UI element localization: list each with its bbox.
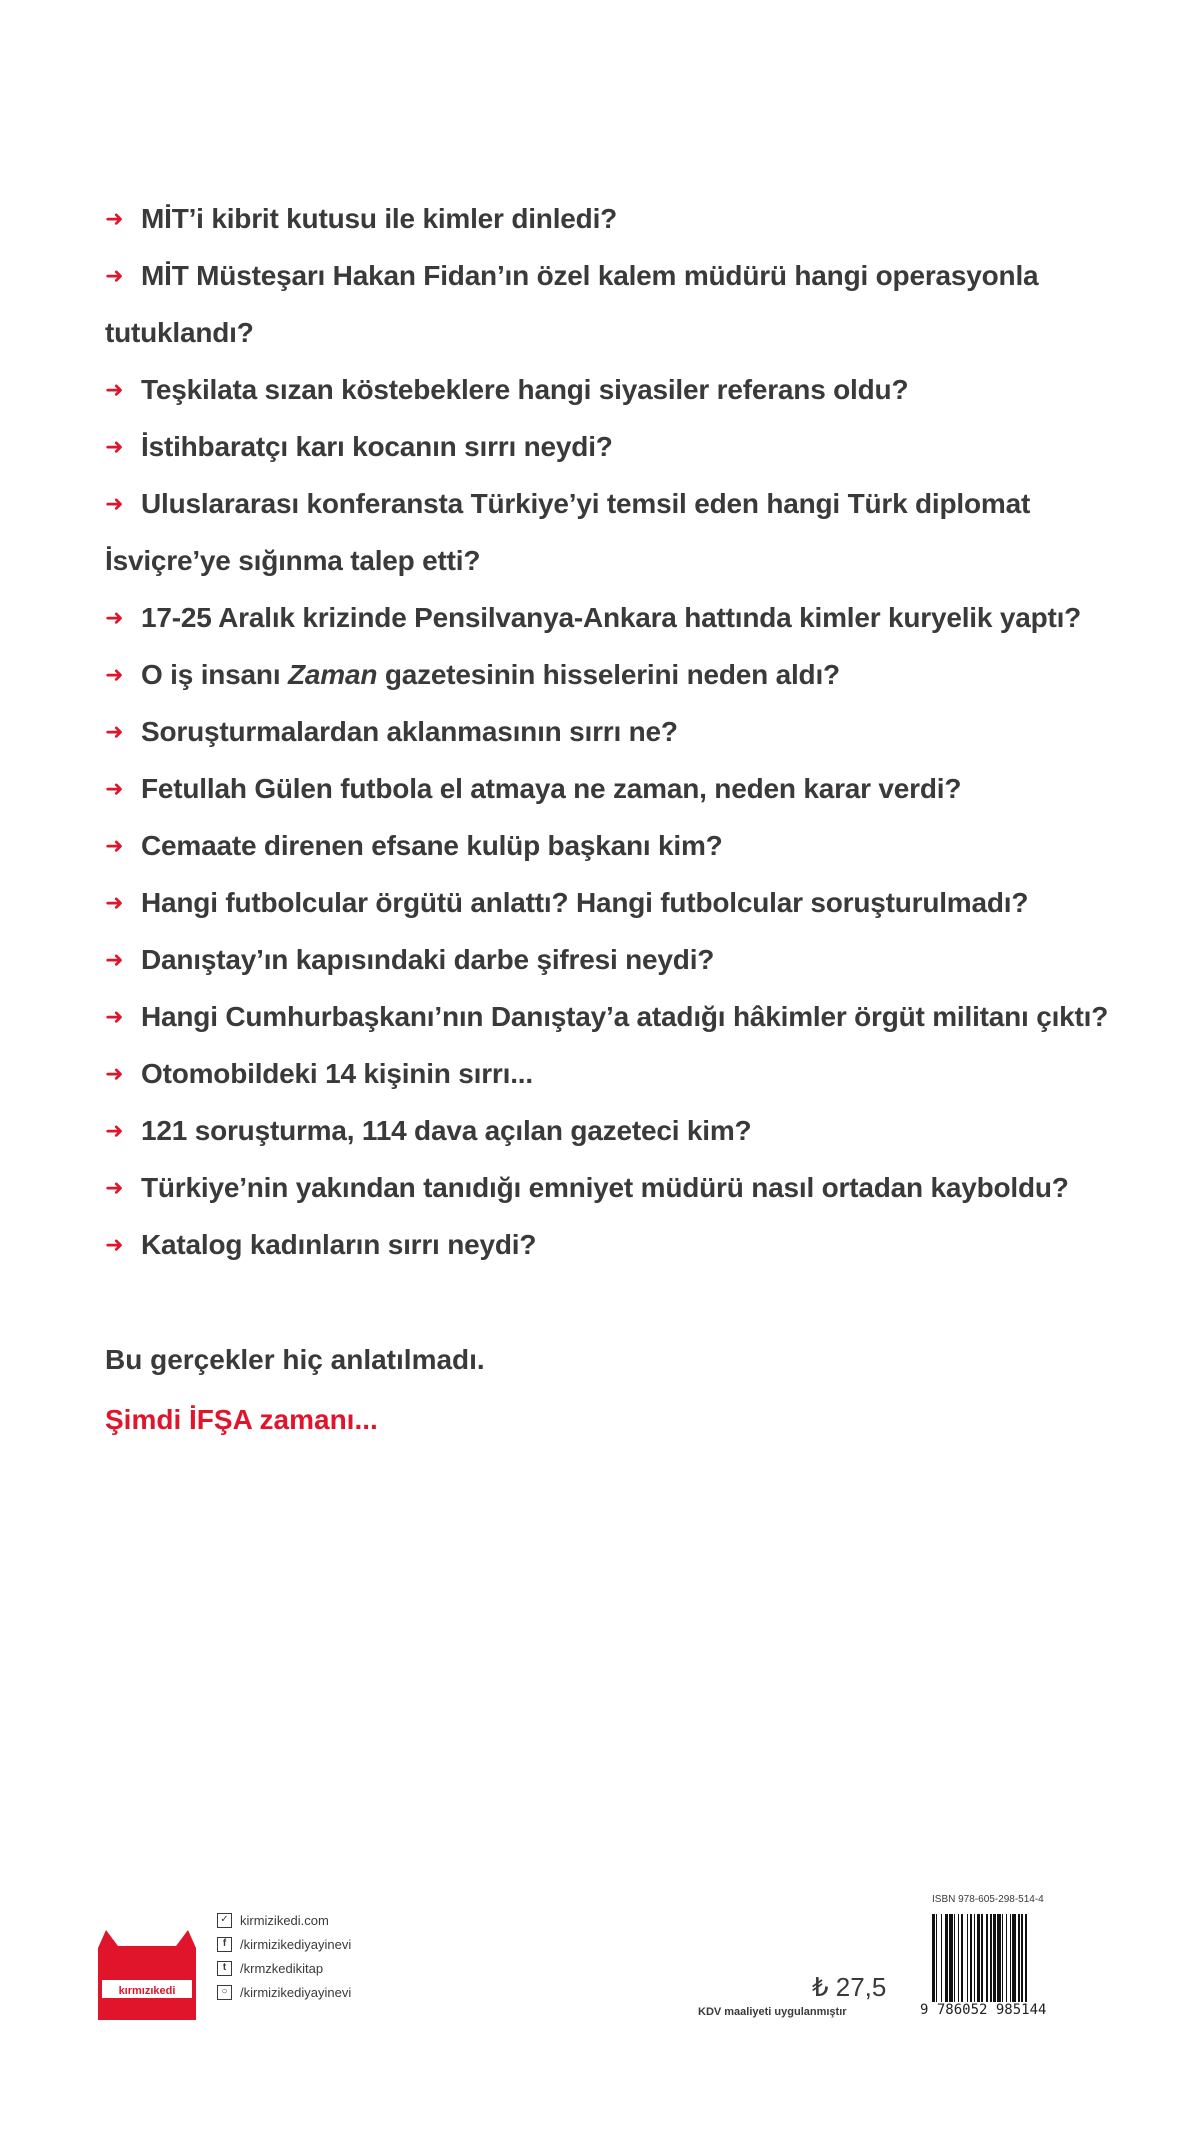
- question-item: [105, 1159, 1125, 1216]
- question-text: gazetesinin hisselerini neden aldı?: [377, 659, 840, 690]
- question-item: [105, 1045, 1125, 1102]
- social-instagram-text: /kirmizikediyayinevi: [240, 1984, 352, 2000]
- question-item: [105, 361, 1125, 418]
- question-text: Cemaate direnen efsane kulüp başkanı kim?: [141, 830, 723, 861]
- arrow-icon: ➜: [105, 377, 124, 402]
- closing-line-1: Bu gerçekler hiç anlatılmadı.: [105, 1344, 485, 1375]
- question-text: Fetullah Gülen futbola el atmaya ne zaman, neden karar verdi?: [141, 773, 962, 804]
- question-item: [105, 1102, 1125, 1159]
- arrow-icon: ➜: [105, 719, 124, 744]
- closing-text: [105, 1330, 485, 1450]
- barcode-bar: [1027, 1914, 1030, 2002]
- arrow-icon: ➜: [105, 947, 124, 972]
- question-text: Uluslararası konferansta Türkiye’yi temsil eden hangi Türk diplomat: [141, 488, 1031, 519]
- barcode-digits: 9 786052 985144: [920, 2002, 1047, 2018]
- question-item: [105, 1216, 1125, 1273]
- logo-text: kırmızıkedi: [118, 1985, 176, 1997]
- social-twitter-text: /krmzkedikitap: [240, 1960, 324, 1976]
- instagram-icon: ○: [217, 1985, 232, 2000]
- arrow-icon: ➜: [105, 1004, 124, 1029]
- arrow-icon: ➜: [105, 1061, 124, 1086]
- question-item: [105, 817, 1125, 874]
- social-web[interactable]: [217, 1908, 351, 1932]
- social-facebook[interactable]: [217, 1932, 351, 1956]
- question-text: Hangi Cumhurbaşkanı’nın Danıştay’a atadığı hâkimler örgüt militanı çıktı?: [141, 1001, 1109, 1032]
- arrow-icon: ➜: [105, 1118, 124, 1143]
- question-text: 121 soruşturma, 114 dava açılan gazeteci kim?: [141, 1115, 752, 1146]
- question-item: [105, 589, 1125, 646]
- arrow-icon: ➜: [105, 491, 124, 516]
- arrow-icon: ➜: [105, 1232, 124, 1257]
- question-item: [105, 418, 1125, 475]
- barcode: [932, 1914, 1092, 2002]
- question-text: Hangi futbolcular örgütü anlattı? Hangi futbolcular soruşturulmadı?: [141, 887, 1029, 918]
- arrow-icon: ➜: [105, 605, 124, 630]
- social-facebook-text: /kirmizikediyayinevi: [240, 1936, 352, 1952]
- social-links: [217, 1908, 351, 2004]
- question-text: Soruşturmalardan aklanmasının sırrı ne?: [141, 716, 678, 747]
- question-text: MİT Müsteşarı Hakan Fidan’ın özel kalem müdürü hangi operasyonla: [141, 260, 1039, 291]
- arrow-icon: ➜: [105, 263, 124, 288]
- closing-line-2: Şimdi İFŞA zamanı...: [105, 1404, 378, 1435]
- question-text-continued: İsviçre’ye sığınma talep etti?: [105, 545, 481, 576]
- price: ₺ 27,5: [812, 1972, 887, 2002]
- facebook-icon: f: [217, 1937, 232, 1952]
- arrow-icon: ➜: [105, 662, 124, 687]
- question-item: [105, 874, 1125, 931]
- footer: [0, 1880, 1200, 2040]
- question-item: [105, 190, 1125, 247]
- question-item: [105, 703, 1125, 760]
- question-list: [105, 190, 1125, 1273]
- social-web-text: kirmizikedi.com: [240, 1912, 329, 1928]
- question-text: Katalog kadınların sırrı neydi?: [141, 1229, 537, 1260]
- arrow-icon: ➜: [105, 1175, 124, 1200]
- question-text: MİT’i kibrit kutusu ile kimler dinledi?: [141, 203, 618, 234]
- question-item: [105, 475, 1125, 589]
- twitter-icon: t: [217, 1961, 232, 1976]
- web-icon: ✓: [217, 1913, 232, 1928]
- question-text: Türkiye’nin yakından tanıdığı emniyet müdürü nasıl ortadan kayboldu?: [141, 1172, 1069, 1203]
- kdv-note: KDV maaliyeti uygulanmıştır: [698, 2006, 847, 2018]
- question-text: Teşkilata sızan köstebeklere hangi siyasiler referans oldu?: [141, 374, 909, 405]
- question-item: [105, 247, 1125, 361]
- question-text: O iş insanı: [141, 659, 288, 690]
- question-item: [105, 931, 1125, 988]
- social-instagram[interactable]: [217, 1980, 351, 2004]
- question-item: [105, 760, 1125, 817]
- question-text: Otomobildeki 14 kişinin sırrı...: [141, 1058, 533, 1089]
- publisher-logo: [98, 1920, 196, 2020]
- arrow-icon: ➜: [105, 776, 124, 801]
- arrow-icon: ➜: [105, 206, 124, 231]
- question-text-continued: tutuklandı?: [105, 317, 254, 348]
- question-text: İstihbaratçı karı kocanın sırrı neydi?: [141, 431, 613, 462]
- arrow-icon: ➜: [105, 434, 124, 459]
- social-twitter[interactable]: [217, 1956, 351, 1980]
- arrow-icon: ➜: [105, 833, 124, 858]
- question-emphasis: Zaman: [287, 659, 378, 690]
- question-item: [105, 988, 1125, 1045]
- question-text: 17-25 Aralık krizinde Pensilvanya-Ankara hattında kimler kuryelik yaptı?: [141, 602, 1082, 633]
- arrow-icon: ➜: [105, 890, 124, 915]
- question-text: Danıştay’ın kapısındaki darbe şifresi neydi?: [141, 944, 715, 975]
- isbn-text: ISBN 978-605-298-514-4: [932, 1894, 1044, 1905]
- question-item: [105, 646, 1125, 703]
